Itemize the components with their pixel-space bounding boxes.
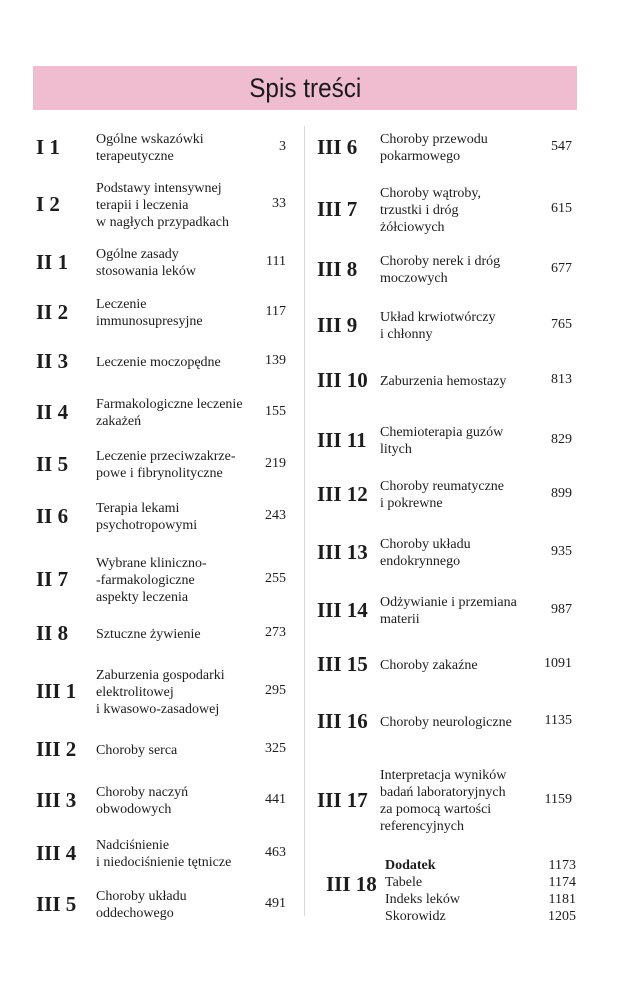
chapter-title-line: psychotropowymi [96,518,198,533]
chapter-title-line: Choroby nerek i dróg [380,254,501,269]
chapter-title-line: za pomocą wartości [380,802,492,817]
chapter-title-line: terapeutyczne [96,149,174,164]
page-number: 463 [265,845,286,860]
page-number: 1174 [548,875,576,890]
chapter-title-line: Choroby reumatyczne [380,479,505,494]
chapter-title-line: Choroby zakaźne [380,657,478,673]
page-number: 139 [265,353,286,368]
chapter-title-line: i kwasowo-zasadowej [96,701,220,717]
page-number: 813 [551,372,572,387]
chapter-title-line: i pokrewne [380,496,443,511]
chapter-number: III 4 [36,841,77,865]
page-number: 243 [265,508,286,523]
chapter-title-line: i niedociśnienie tętnicze [96,855,232,870]
page-number: 935 [551,544,572,559]
page-number: 547 [551,139,572,154]
chapter-title-line: Ogólne zasady [96,247,179,262]
chapter-title-line: Choroby wątroby, [380,185,481,201]
chapter-number: II 7 [36,567,69,591]
chapter-title-line: Odżywianie i przemiana [380,595,517,610]
page-number: 441 [265,792,286,807]
chapter-title-line: moczowych [380,271,448,286]
chapter-number: III 2 [36,737,77,761]
chapter-title-line: zakażeń [96,414,142,429]
page-number: 615 [551,201,572,216]
chapter-title-line: aspekty leczenia [96,589,189,605]
page-number: 255 [265,571,286,586]
chapter-number: III 7 [317,197,358,221]
chapter-title-line: referencyjnych [380,819,464,834]
chapter-number: II 5 [36,452,69,476]
chapter-title-line: pokarmowego [380,149,461,164]
chapter-number: III 17 [317,788,368,812]
appendix-item: Tabele [385,875,423,890]
chapter-title-line: -farmakologiczne [96,572,195,588]
chapter-title-line: Choroby naczyń [96,785,189,800]
chapter-number: III 15 [317,652,368,676]
page-number: 33 [272,196,286,211]
chapter-title-line: Choroby serca [96,742,178,758]
chapter-title-line: Ogólne wskazówki [96,132,204,147]
chapter-title-line: Farmakologiczne leczenie [96,397,243,412]
chapter-number: III 5 [36,892,77,916]
chapter-number: II 1 [36,250,69,274]
chapter-title-line: immunosupresyjne [96,314,203,329]
page-number: 1091 [544,656,572,671]
chapter-number: II 2 [36,300,69,324]
chapter-number: III 6 [317,135,358,159]
page-number: 491 [265,896,286,911]
page-number: 111 [266,254,286,269]
page-number: 899 [551,486,572,501]
page-number: 1159 [544,792,572,807]
appendix-heading: Dodatek [385,858,436,873]
chapter-title-line: Choroby układu [380,537,471,552]
chapter-number: III 13 [317,540,368,564]
chapter-title-line: trzustki i dróg [380,202,459,218]
chapter-title-line: elektrolitowej [96,684,174,700]
chapter-title-line: oddechowego [96,906,174,921]
page-number: 117 [265,304,286,319]
chapter-number: I 2 [36,192,60,216]
page-number: 1135 [544,713,572,728]
chapter-number: III 3 [36,788,77,812]
page-number: 295 [265,683,286,698]
chapter-title-line: i chłonny [380,327,433,342]
chapter-number: III 11 [317,428,367,452]
chapter-title-line: Leczenie moczopędne [96,354,221,370]
page-number: 325 [265,741,286,756]
page-number: 3 [279,139,286,154]
chapter-title-line: endokrynnego [380,554,461,569]
chapter-title-line: Układ krwiotwórczy [380,310,496,325]
chapter-number: III 1 [36,679,77,703]
chapter-title-line: Choroby układu [96,889,187,904]
chapter-title-line: Leczenie [96,297,147,312]
chapter-number: III 12 [317,482,368,506]
page-number: 155 [265,404,286,419]
page-number: 829 [551,432,572,447]
chapter-title-line: Choroby neurologiczne [380,714,512,730]
appendix-item: Indeks leków [385,892,461,907]
page-number: 677 [551,261,572,276]
chapter-number: III 9 [317,313,358,337]
chapter-number: II 3 [36,349,69,373]
chapter-title-line: Nadciśnienie [96,838,170,853]
chapter-number: III 8 [317,257,358,281]
chapter-title-line: Zaburzenia gospodarki [96,667,225,683]
chapter-title-line: żółciowych [380,219,445,235]
chapter-title-line: Chemioterapia guzów [380,425,504,440]
chapter-title-line: Zaburzenia hemostazy [380,373,507,389]
chapter-title-line: Podstawy intensywnej [96,180,222,196]
page-number: 987 [551,602,572,617]
chapter-title-line: badań laboratoryjnych [380,785,506,800]
page-title: Spis treści [248,72,362,103]
page-number: 1173 [548,858,576,873]
chapter-number: III 18 [326,872,377,896]
chapter-title-line: Terapia lekami [96,501,180,516]
chapter-title-line: stosowania leków [96,264,196,279]
chapter-title-line: Interpretacja wyników [380,768,507,783]
chapter-title-line: Wybrane kliniczno- [96,555,207,571]
chapter-number: III 10 [317,368,368,392]
chapter-number: I 1 [36,135,60,159]
chapter-number: III 14 [317,598,368,622]
chapter-title-line: Leczenie przeciwzakrze- [96,449,236,464]
chapter-title-line: obwodowych [96,802,172,817]
page-number: 1205 [548,909,576,924]
column-divider [304,126,305,916]
chapter-title-line: litych [380,442,412,457]
page-number: 765 [551,317,572,332]
page-number: 273 [265,625,286,640]
chapter-number: II 4 [36,400,69,424]
chapter-title-line: Sztuczne żywienie [96,626,201,642]
chapter-title-line: materii [380,612,420,627]
appendix-item: Skorowidz [385,909,446,924]
page-number: 1181 [548,892,576,907]
chapter-title-line: terapii i leczenia [96,197,189,213]
chapter-number: II 6 [36,504,69,528]
chapter-number: II 8 [36,621,69,645]
chapter-title-line: powe i fibrynolityczne [96,466,223,481]
title-bar [33,66,577,110]
chapter-number: III 16 [317,709,368,733]
chapter-title-line: Choroby przewodu [380,132,488,147]
page-number: 219 [265,456,286,471]
chapter-title-line: w nagłych przypadkach [96,214,229,230]
